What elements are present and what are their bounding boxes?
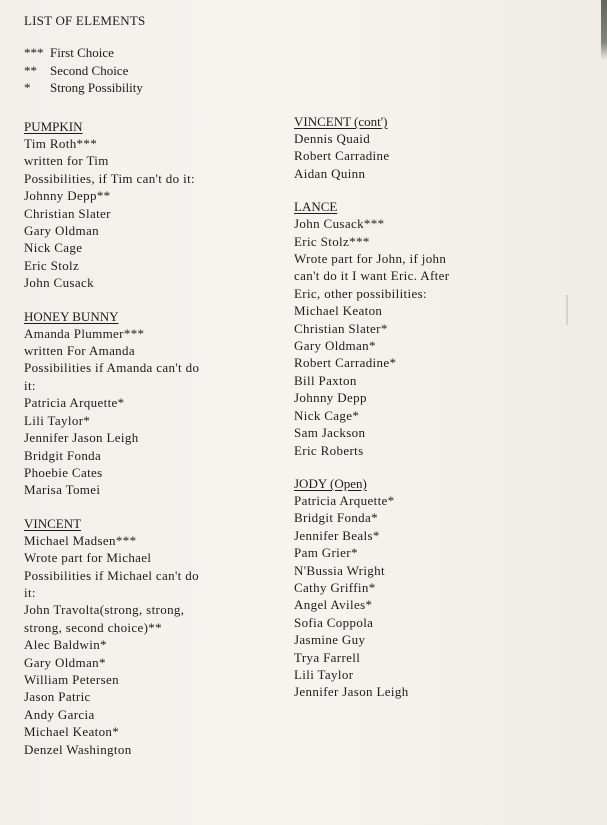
casting-line: John Travolta(strong, strong, — [24, 602, 185, 618]
role-title: LANCE — [294, 199, 338, 215]
casting-line: Marisa Tomei — [24, 482, 101, 498]
casting-line: Robert Carradine* — [294, 355, 397, 371]
casting-line: Amanda Plummer*** — [24, 325, 145, 341]
casting-line: Wrote part for Michael — [24, 550, 152, 566]
legend-text: Second Choice — [50, 62, 129, 78]
casting-line: Gary Oldman* — [294, 338, 376, 354]
casting-line: Lili Taylor — [294, 666, 354, 682]
casting-line: Andy Garcia — [24, 706, 95, 722]
legend-row-second — [24, 62, 274, 80]
casting-line: Bill Paxton — [294, 372, 357, 388]
casting-line: Eric Stolz — [24, 257, 80, 273]
casting-line: John Cusack — [24, 275, 94, 291]
left-column — [24, 118, 284, 774]
right-column — [294, 113, 554, 717]
casting-line: Nick Cage* — [294, 407, 360, 423]
casting-line: Possibilities if Amanda can't do — [24, 360, 200, 376]
casting-line: Eric Roberts — [294, 442, 364, 458]
page-edge-shadow — [601, 0, 607, 60]
casting-line: Bridgit Fonda — [24, 447, 102, 463]
casting-line: Jennifer Jason Leigh — [294, 684, 409, 700]
legend-mark: *** — [24, 45, 44, 60]
role-title: VINCENT (cont') — [294, 114, 388, 129]
legend — [24, 44, 274, 97]
casting-line: Nick Cage — [24, 240, 83, 256]
casting-line: Dennis Quaid — [294, 131, 371, 146]
casting-line: Possibilities, if Tim can't do it: — [24, 170, 195, 186]
legend-row-first — [24, 44, 274, 62]
casting-line: Alec Baldwin* — [24, 637, 107, 653]
page-title: LIST OF ELEMENTS — [24, 13, 146, 28]
casting-line: Cathy Griffin* — [294, 579, 376, 595]
casting-line: it: — [24, 377, 36, 393]
casting-line: Eric, other possibilities: — [294, 285, 427, 301]
role-title: JODY (Open) — [294, 475, 367, 491]
casting-line: Pam Grier* — [294, 545, 358, 561]
casting-line: Jason Patric — [24, 689, 91, 705]
casting-line: Phoebie Cates — [24, 464, 103, 480]
casting-line: Patricia Arquette* — [294, 492, 395, 508]
casting-line: can't do it I want Eric. After — [294, 268, 450, 284]
casting-line: Gary Oldman* — [24, 654, 106, 670]
casting-line: Bridgit Fonda* — [294, 510, 378, 526]
casting-line: Denzel Washington — [24, 741, 132, 757]
casting-line: Angel Aviles* — [294, 597, 373, 613]
role-title: HONEY BUNNY — [24, 308, 119, 324]
legend-mark: ** — [24, 62, 37, 78]
legend-text: First Choice — [50, 45, 114, 60]
casting-line: Michael Madsen*** — [24, 532, 137, 548]
casting-line: Michael Keaton — [294, 303, 383, 319]
casting-line: it: — [24, 584, 36, 600]
casting-line: Jasmine Guy — [294, 632, 366, 648]
list-header — [24, 12, 274, 97]
role-section — [24, 515, 284, 758]
casting-line: Sam Jackson — [294, 425, 366, 441]
casting-line: Jennifer Jason Leigh — [24, 430, 139, 446]
casting-line: Aidan Quinn — [294, 165, 366, 181]
casting-line: Michael Keaton* — [24, 724, 120, 740]
casting-line: William Petersen — [24, 671, 119, 687]
role-section — [24, 308, 284, 499]
casting-line: Eric Stolz*** — [294, 233, 370, 249]
role-title: PUMPKIN — [24, 119, 83, 134]
casting-line: Lili Taylor* — [24, 412, 91, 428]
casting-line: written For Amanda — [24, 343, 136, 359]
role-section — [294, 475, 554, 701]
casting-line: Jennifer Beals* — [294, 527, 380, 543]
legend-text: Strong Possibility — [50, 80, 143, 95]
role-section — [294, 198, 554, 459]
casting-line: Johnny Depp** — [24, 188, 111, 204]
casting-line: N'Bussia Wright — [294, 562, 385, 578]
casting-line: Wrote part for John, if john — [294, 251, 447, 267]
casting-line: Possibilities if Michael can't do — [24, 567, 199, 583]
role-section — [24, 118, 284, 292]
casting-line: Trya Farrell — [294, 649, 361, 665]
casting-line: strong, second choice)** — [24, 619, 162, 635]
legend-mark: * — [24, 80, 31, 95]
casting-line: Sofia Coppola — [294, 614, 374, 630]
casting-line: John Cusack*** — [294, 216, 385, 232]
role-title: VINCENT — [24, 515, 82, 531]
casting-line: Tim Roth*** — [24, 136, 98, 151]
casting-line: written for Tim — [24, 153, 109, 169]
casting-line: Johnny Depp — [294, 390, 367, 406]
casting-line: Robert Carradine — [294, 148, 390, 164]
legend-row-third — [24, 79, 274, 97]
casting-line: Patricia Arquette* — [24, 395, 125, 411]
paper-smudge — [566, 295, 568, 325]
casting-line: Christian Slater — [24, 205, 111, 221]
casting-line: Christian Slater* — [294, 320, 388, 336]
role-section — [294, 113, 554, 182]
casting-line: Gary Oldman — [24, 223, 99, 239]
